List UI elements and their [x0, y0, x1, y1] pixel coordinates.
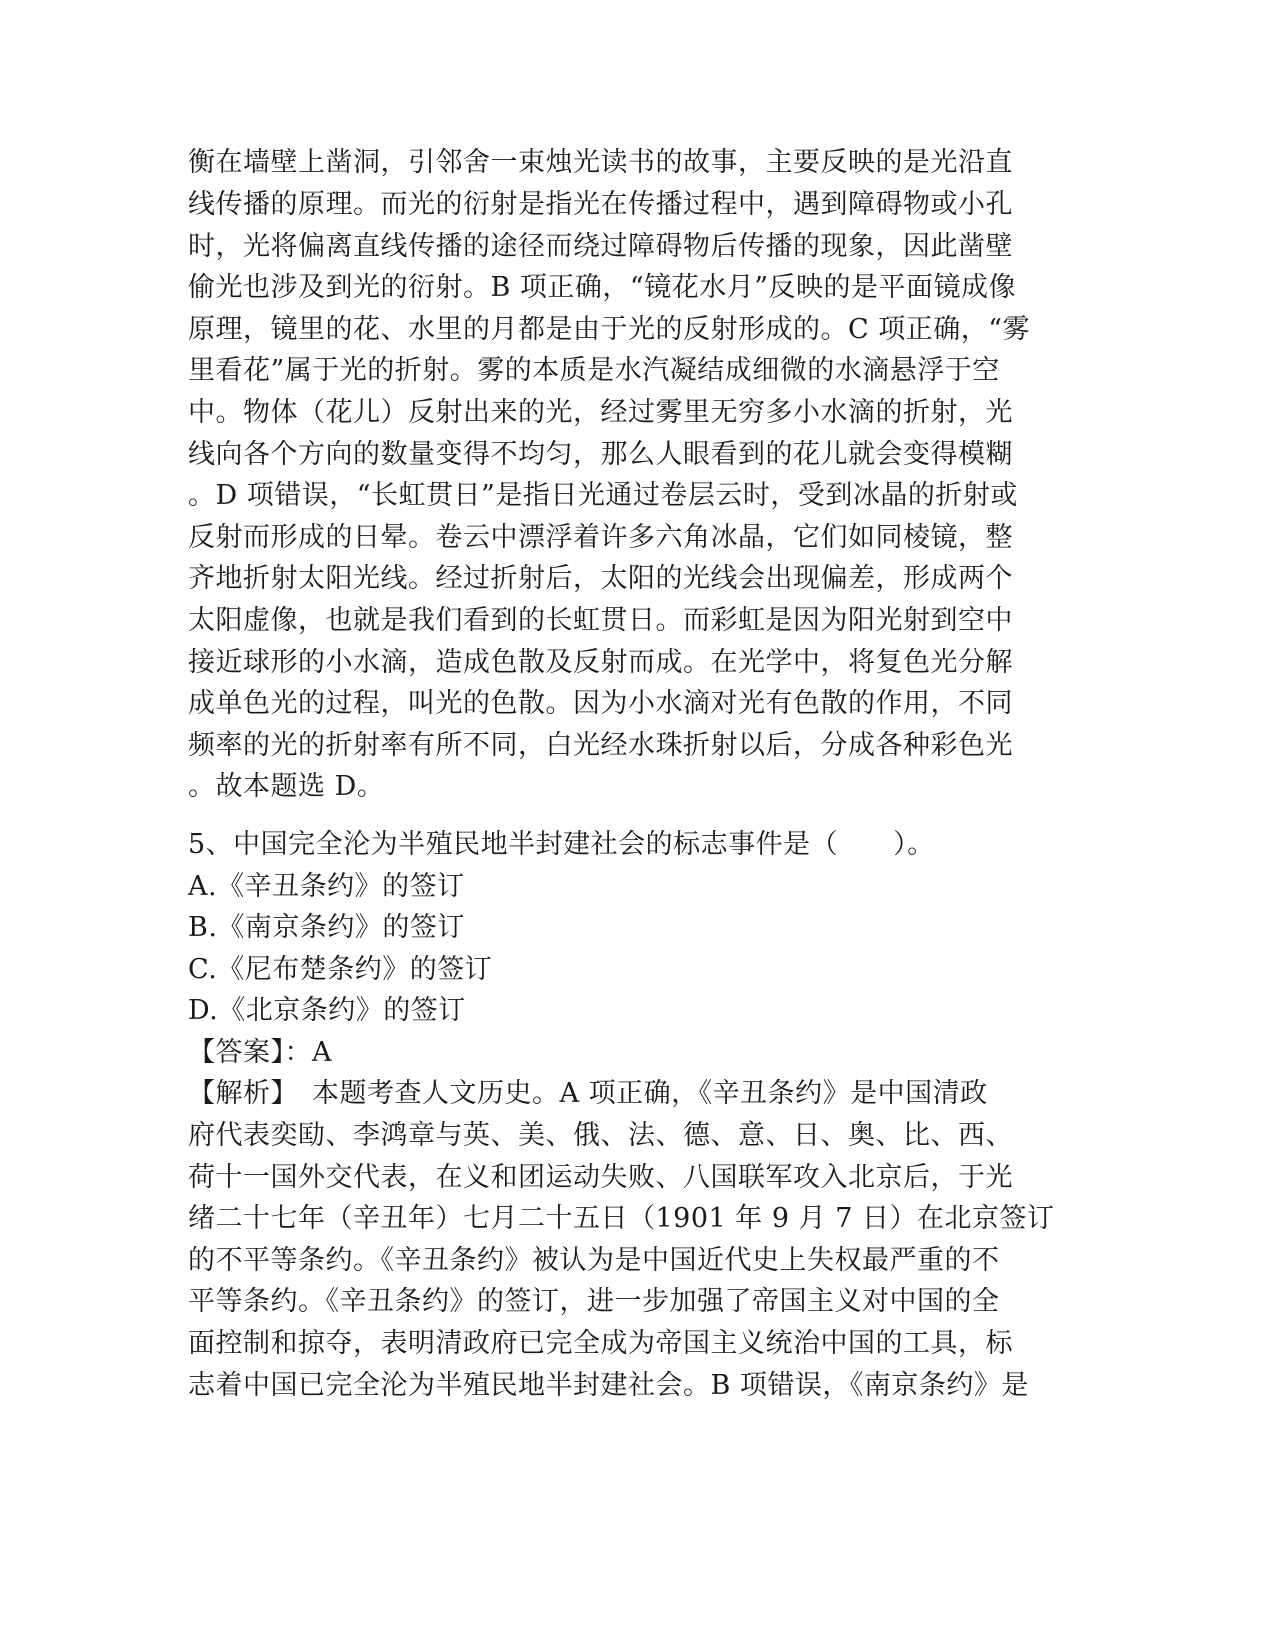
text-line: 时，光将偏离直线传播的途径而绕过障碍物后传播的现象，因此凿壁 [188, 231, 1013, 262]
text-line: 志着中国已完全沦为半殖民地半封建社会。B 项错误，《南京条约》是 [188, 1370, 1029, 1401]
text-line: 面控制和掠夺，表明清政府已完全成为帝国主义统治中国的工具，标 [188, 1328, 1013, 1359]
text-line: 荷十一国外交代表，在义和团运动失败、八国联军攻入北京后，于光 [188, 1162, 1013, 1193]
text-line: 频率的光的折射率有所不同，白光经水珠折射以后，分成各种彩色光 [188, 730, 1013, 761]
text-line: 接近球形的小水滴，造成色散及反射而成。在光学中，将复色光分解 [188, 647, 1013, 678]
text-line: 绪二十七年（辛丑年）七月二十五日（1901 年 9 月 7 日）在北京签订 [188, 1203, 1055, 1234]
text-line: 。D 项错误，“长虹贯日”是指日光通过卷层云时，受到冰晶的折射或 [188, 480, 1018, 511]
text-line: 反射而形成的日晕。卷云中漂浮着许多六角冰晶，它们如同棱镜，整 [188, 522, 1013, 553]
option-c: C.《尼布楚条约》的签订 [188, 954, 493, 985]
text-line: 府代表奕劻、李鸿章与英、美、俄、法、德、意、日、奥、比、西、 [188, 1120, 1013, 1151]
text-line: 。故本题选 D。 [188, 771, 385, 802]
option-a: A.《辛丑条约》的签订 [188, 871, 465, 902]
text-line: 原理，镜里的花、水里的月都是由于光的反射形成的。C 项正确，“雾 [188, 314, 1031, 345]
text-line: 成单色光的过程，叫光的色散。因为小水滴对光有色散的作用，不同 [188, 688, 1013, 719]
text-line: 线向各个方向的数量变得不均匀，那么人眼看到的花儿就会变得模糊 [188, 439, 1013, 470]
option-d: D.《北京条约》的签订 [188, 995, 466, 1026]
text-line: 中。物体（花儿）反射出来的光，经过雾里无穷多小水滴的折射，光 [188, 397, 1013, 428]
text-line: 太阳虚像，也就是我们看到的长虹贯日。而彩虹是因为阳光射到空中 [188, 605, 1013, 636]
question-stem: 5、中国完全沦为半殖民地半封建社会的标志事件是（ ）。 [188, 829, 935, 860]
text-line: 齐地折射太阳光线。经过折射后，太阳的光线会出现偏差，形成两个 [188, 563, 1013, 594]
text-line: 线传播的原理。而光的衍射是指光在传播过程中，遇到障碍物或小孔 [188, 189, 1013, 220]
text-line: 衡在墙壁上凿洞，引邻舍一束烛光读书的故事，主要反映的是光沿直 [188, 147, 1013, 178]
option-b: B.《南京条约》的签订 [188, 912, 465, 943]
text-line: 的不平等条约。《辛丑条约》被认为是中国近代史上失权最严重的不 [188, 1245, 1000, 1276]
answer-line: 【答案】：A [188, 1037, 332, 1068]
text-line: 平等条约。《辛丑条约》的签订，进一步加强了帝国主义对中国的全 [188, 1286, 1000, 1317]
text-line: 偷光也涉及到光的衍射。B 项正确，“镜花水月”反映的是平面镜成像 [188, 272, 1017, 303]
text-line: 【解析】 本题考查人文历史。A 项正确，《辛丑条约》是中国清政 [188, 1078, 988, 1109]
text-line: 里看花”属于光的折射。雾的本质是水汽凝结成细微的水滴悬浮于空 [188, 355, 1000, 386]
